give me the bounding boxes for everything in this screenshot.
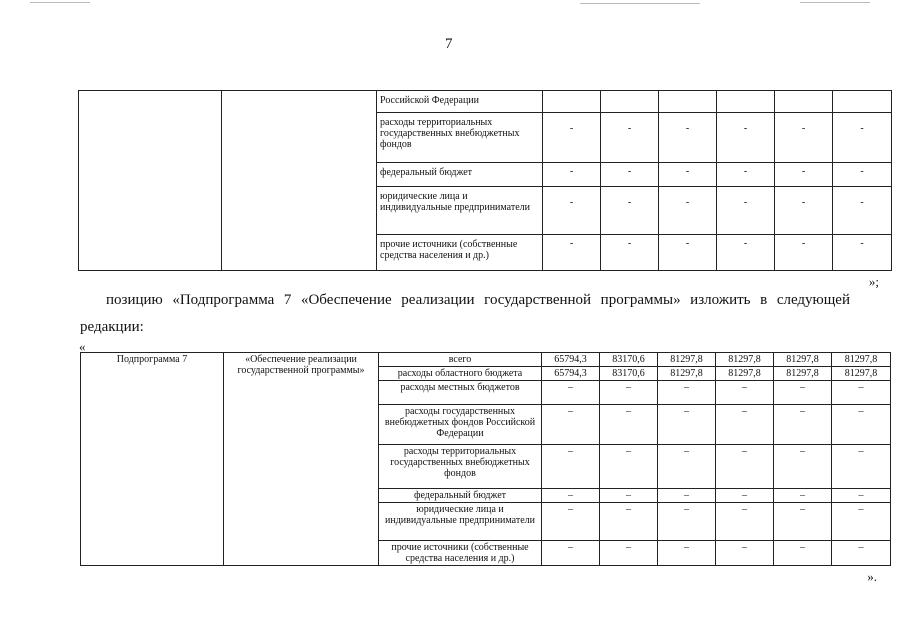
value-cell: 81297,8 bbox=[658, 353, 716, 367]
value-cell bbox=[775, 91, 833, 113]
table-row bbox=[81, 353, 891, 367]
value-cell: – bbox=[716, 445, 774, 489]
program-name-cell: «Обеспечение реализации государственной программы» bbox=[224, 353, 379, 566]
table-row bbox=[79, 91, 892, 113]
value-cell: – bbox=[716, 489, 774, 503]
body-paragraph bbox=[80, 287, 850, 341]
value-cell: – bbox=[774, 381, 832, 405]
value-cell: – bbox=[542, 405, 600, 445]
value-cell: - bbox=[717, 187, 775, 235]
value-cell: 81297,8 bbox=[716, 353, 774, 367]
value-cell: – bbox=[832, 445, 891, 489]
value-cell: – bbox=[832, 503, 891, 541]
value-cell: - bbox=[601, 163, 659, 187]
value-cell: – bbox=[774, 489, 832, 503]
value-cell: – bbox=[832, 541, 891, 566]
value-cell: – bbox=[600, 405, 658, 445]
value-cell: – bbox=[716, 541, 774, 566]
source-cell: федеральный бюджет bbox=[377, 163, 543, 187]
opening-quote: « bbox=[79, 339, 86, 354]
source-cell: расходы областного бюджета bbox=[379, 367, 542, 381]
source-cell: расходы территориальных государственных внебюджетных фондов bbox=[379, 445, 542, 489]
program-code-cell: Подпрограмма 7 bbox=[81, 353, 224, 566]
subprogram-7-table bbox=[80, 352, 891, 566]
value-cell: – bbox=[600, 489, 658, 503]
value-cell: – bbox=[542, 489, 600, 503]
closing-quote: ». bbox=[867, 569, 877, 584]
value-cell: - bbox=[659, 235, 717, 271]
value-cell: - bbox=[775, 163, 833, 187]
funding-table-continued bbox=[78, 90, 892, 271]
value-cell: - bbox=[543, 187, 601, 235]
value-cell: – bbox=[542, 503, 600, 541]
value-cell: 65794,3 bbox=[542, 353, 600, 367]
value-cell: - bbox=[833, 187, 892, 235]
value-cell bbox=[659, 91, 717, 113]
value-cell: 81297,8 bbox=[716, 367, 774, 381]
value-cell: - bbox=[833, 163, 892, 187]
value-cell: - bbox=[717, 113, 775, 163]
source-cell: расходы местных бюджетов bbox=[379, 381, 542, 405]
value-cell: - bbox=[543, 235, 601, 271]
value-cell: – bbox=[716, 381, 774, 405]
value-cell bbox=[601, 91, 659, 113]
paragraph-text: позицию «Подпрограмма 7 «Обеспечение реализации государственной программы» изложить в следующей редакции: bbox=[80, 292, 850, 335]
source-cell: расходы государственных внебюджетных фондов Российской Федерации bbox=[379, 405, 542, 445]
page-number: 7 bbox=[445, 36, 453, 52]
value-cell: – bbox=[658, 489, 716, 503]
value-cell bbox=[543, 91, 601, 113]
value-cell: - bbox=[775, 187, 833, 235]
value-cell: – bbox=[600, 541, 658, 566]
value-cell: – bbox=[832, 405, 891, 445]
program-name-cell bbox=[222, 91, 377, 271]
value-cell: 81297,8 bbox=[832, 353, 891, 367]
value-cell: – bbox=[716, 405, 774, 445]
source-cell: юридические лица и индивидуальные предприниматели bbox=[377, 187, 543, 235]
value-cell: - bbox=[775, 235, 833, 271]
value-cell: – bbox=[774, 405, 832, 445]
source-cell: всего bbox=[379, 353, 542, 367]
value-cell: – bbox=[774, 541, 832, 566]
value-cell: – bbox=[658, 405, 716, 445]
value-cell: – bbox=[774, 445, 832, 489]
source-cell: расходы территориальных государственных внебюджетных фондов bbox=[377, 113, 543, 163]
value-cell: - bbox=[659, 187, 717, 235]
value-cell: - bbox=[717, 235, 775, 271]
value-cell: 81297,8 bbox=[832, 367, 891, 381]
value-cell: – bbox=[774, 503, 832, 541]
value-cell: - bbox=[833, 113, 892, 163]
value-cell bbox=[717, 91, 775, 113]
value-cell: – bbox=[658, 381, 716, 405]
value-cell: 83170,6 bbox=[600, 353, 658, 367]
value-cell: – bbox=[832, 381, 891, 405]
value-cell: – bbox=[600, 503, 658, 541]
value-cell: – bbox=[542, 445, 600, 489]
value-cell: - bbox=[775, 113, 833, 163]
source-cell: прочие источники (собственные средства населения и др.) bbox=[379, 541, 542, 566]
value-cell: - bbox=[543, 163, 601, 187]
source-cell: юридические лица и индивидуальные предприниматели bbox=[379, 503, 542, 541]
value-cell: – bbox=[658, 541, 716, 566]
value-cell: - bbox=[601, 113, 659, 163]
value-cell: - bbox=[543, 113, 601, 163]
value-cell: 81297,8 bbox=[774, 353, 832, 367]
value-cell: - bbox=[601, 187, 659, 235]
value-cell: - bbox=[717, 163, 775, 187]
value-cell: 65794,3 bbox=[542, 367, 600, 381]
value-cell: - bbox=[659, 113, 717, 163]
value-cell: – bbox=[658, 503, 716, 541]
value-cell: – bbox=[600, 381, 658, 405]
value-cell: - bbox=[833, 235, 892, 271]
value-cell: – bbox=[600, 445, 658, 489]
value-cell bbox=[833, 91, 892, 113]
program-code-cell bbox=[79, 91, 222, 271]
value-cell: – bbox=[542, 381, 600, 405]
source-cell: Российской Федерации bbox=[377, 91, 543, 113]
value-cell: – bbox=[716, 503, 774, 541]
value-cell: – bbox=[832, 489, 891, 503]
source-cell: прочие источники (собственные средства населения и др.) bbox=[377, 235, 543, 271]
value-cell: - bbox=[601, 235, 659, 271]
value-cell: 81297,8 bbox=[774, 367, 832, 381]
value-cell: 81297,8 bbox=[658, 367, 716, 381]
value-cell: - bbox=[659, 163, 717, 187]
value-cell: – bbox=[658, 445, 716, 489]
closing-quote: »; bbox=[868, 274, 879, 289]
value-cell: 83170,6 bbox=[600, 367, 658, 381]
value-cell: – bbox=[542, 541, 600, 566]
source-cell: федеральный бюджет bbox=[379, 489, 542, 503]
